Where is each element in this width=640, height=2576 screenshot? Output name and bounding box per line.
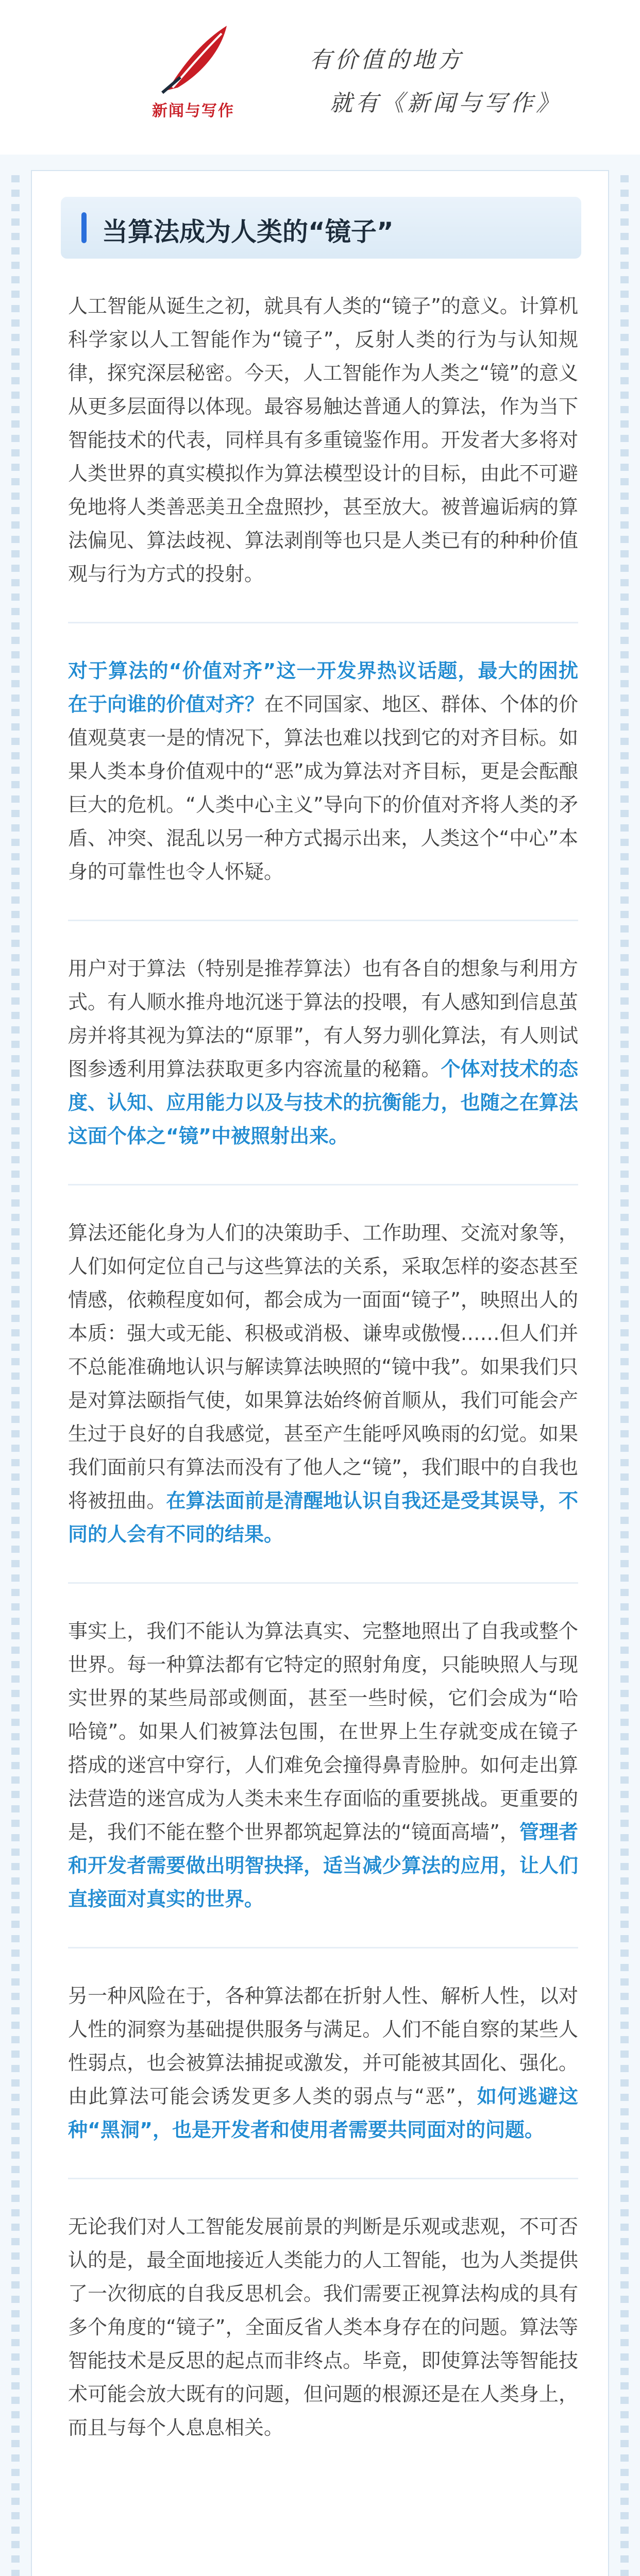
highlighted-text: 管理者和开发者需要做出明智抉择，适当减少算法的应用，让人们直接面对真实的世界。 [68, 1821, 578, 1910]
logo-text: 新闻与写作 [152, 102, 234, 120]
article-title: 当算法成为人类的“镜子” [102, 217, 394, 247]
article-body [68, 290, 578, 2491]
paragraph-text: 无论我们对人工智能发展前景的判断是乐观或悲观，不可否认的是，最全面地接近人类能力的人工智能，也为人类提供了一次彻底的自我反思机会。我们需要正视算法构成的具有多个角度的“镜子”，全面反省人类本身存在的问题。算法等智能技术是反思的起点而非终点。毕竟，即使算法等智能技术可能会放大既有的问题，但问题的根源还是在人类身上，而且与每个人息息相关。 [68, 2215, 578, 2439]
left-stripe-decoration [11, 175, 20, 2576]
article-paragraph [68, 952, 578, 1153]
logo-quill-icon [131, 21, 255, 98]
article-paragraph [68, 1615, 578, 1916]
paragraph-divider [68, 622, 578, 623]
paragraph-text: 用户对于算法（特别是推荐算法）也有各自的想象与利用方式。有人顺水推舟地沉迷于算法的投喂，有人感知到信息茧房并将其视为算法的“原罪”，有人努力驯化算法，有人则试图参透利用算法获取更多内容流量的秘籍。 [68, 957, 578, 1080]
article-title-bar [61, 197, 581, 259]
page-header [0, 0, 640, 155]
paragraph-divider [68, 1947, 578, 1948]
paragraph-text: 在不同国家、地区、群体、个体的价值观莫衷一是的情况下，算法也难以找到它的对齐目标。如果人类本身价值观中的“恶”成为算法对齐目标，更是会酝酿巨大的危机。“人类中心主义”导向下的价值对齐将人类的矛盾、冲突、混乱以另一种方式揭示出来，人类这个“中心”本身的可靠性也令人怀疑。 [68, 693, 578, 883]
slogan-line-1: 有价值的地方 [309, 47, 464, 73]
magazine-logo [131, 21, 255, 124]
paragraph-divider [68, 920, 578, 921]
paragraph-text: 人工智能从诞生之初，就具有人类的“镜子”的意义。计算机科学家以人工智能作为“镜子”，反射人类的行为与认知规律，探究深层秘密。今天，人工智能作为人类之“镜”的意义从更多层面得以体现。最容易触达普通人的算法，作为当下智能技术的代表，同样具有多重镜鉴作用。开发者大多将对人类世界的真实模拟作为算法模型设计的目标，由此不可避免地将人类善恶美丑全盘照抄，甚至放大。被普遍诟病的算法偏见、算法歧视、算法剥削等也只是人类已有的种种价值观与行为方式的投射。 [68, 295, 578, 585]
article-paragraph [68, 290, 578, 591]
paragraph-text: 另一种风险在于，各种算法都在折射人性、解析人性，以对人性的洞察为基础提供服务与满足。人们不能自察的某些人性弱点，也会被算法捕捉或激发，并可能被其固化、强化。由此算法可能会诱发更多人类的弱点与“恶”， [68, 1985, 578, 2108]
paragraph-divider [68, 2178, 578, 2179]
paragraph-divider [68, 1582, 578, 1584]
article-paragraph [68, 654, 578, 889]
paragraph-text: 算法还能化身为人们的决策助手、工作助理、交流对象等，人们如何定位自己与这些算法的关系，采取怎样的姿态甚至情感，依赖程度如何，都会成为一面面“镜子”，映照出人的本质：强大或无能、积极或消极、谦卑或傲慢……但人们并不总能准确地认识与解读算法映照的“镜中我”。如果我们只是对算法颐指气使，如果算法始终俯首顺从，我们可能会产生过于良好的自我感觉，甚至产生能呼风唤雨的幻觉。如果我们面前只有算法而没有了他人之“镜”，我们眼中的自我也将被扭曲。 [68, 1222, 578, 1512]
right-stripe-decoration [620, 175, 629, 2576]
article-paragraph [68, 1979, 578, 2147]
highlighted-text: 对于算法的“价值对齐”这一开发界热议话题，最大的困扰在于向谁的价值对齐？ [68, 659, 578, 716]
header-slogan [309, 41, 562, 117]
highlighted-text: 个体对技术的态度、认知、应用能力以及与技术的抗衡能力，也随之在算法这面个体之“镜”中被照射出来。 [68, 1058, 578, 1147]
highlighted-text: 在算法面前是清醒地认识自我还是受其误导，不同的人会有不同的结果。 [68, 1489, 578, 1546]
article-card [31, 170, 609, 2576]
paragraph-text: 事实上，我们不能认为算法真实、完整地照出了自我或整个世界。每一种算法都有它特定的照射角度，只能映照人与现实世界的某些局部或侧面，甚至一些时候，它们会成为“哈哈镜”。如果人们被算法包围，在世界上生存就变成在镜子搭成的迷宫中穿行，人们难免会撞得鼻青脸肿。如何走出算法营造的迷宫成为人类未来生存面临的重要挑战。更重要的是，我们不能在整个世界都筑起算法的“镜面高墙”， [68, 1620, 578, 1843]
article-paragraph [68, 1216, 578, 1551]
paragraph-divider [68, 1184, 578, 1185]
title-accent-bar [81, 212, 87, 243]
article-paragraph [68, 2210, 578, 2445]
highlighted-text: 如何逃避这种“黑洞”，也是开发者和使用者需要共同面对的问题。 [68, 2085, 578, 2141]
slogan-line-2: 就有《新闻与写作》 [330, 90, 562, 116]
